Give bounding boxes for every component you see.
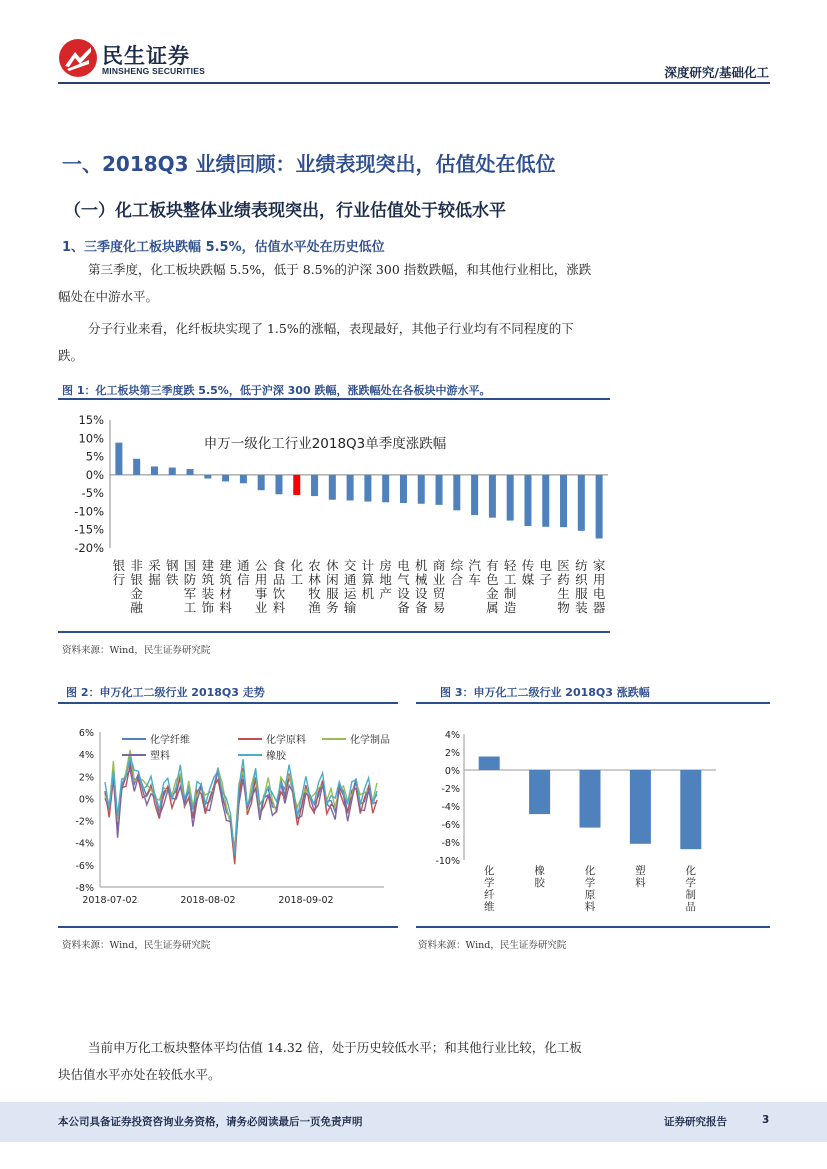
x-tick-label-char: 钢 — [165, 558, 179, 573]
y-tick-label: -2% — [441, 784, 460, 795]
x-tick-label-char: 制 — [503, 586, 517, 601]
x-tick-label-char: 用 — [592, 572, 606, 587]
x-tick-label-char: 媒 — [521, 572, 535, 587]
x-tick-label-char: 林 — [308, 572, 321, 587]
para1-line1: 第三季度，化工板块跌幅 5.5%，低于 8.5%的沪深 300 指数跌幅，和其他行业相比，涨跌 — [88, 262, 592, 277]
x-tick-label-char: 通 — [237, 558, 250, 573]
x-tick-label-char: 计 — [361, 558, 375, 573]
y-tick-label: 2% — [444, 748, 460, 759]
x-tick-label-char: 生 — [557, 586, 570, 601]
x-tick-label-char: 算 — [361, 572, 375, 587]
x-tick-label-char: 橡 — [534, 865, 545, 877]
footer-disclaimer: 本公司具备证券投资咨询业务资格，请务必阅读最后一页免责声明 — [58, 1116, 363, 1128]
x-tick-label-char: 子 — [539, 572, 553, 587]
bar-公用事业 — [258, 475, 265, 490]
x-tick-label-char: 建 — [201, 558, 215, 573]
x-tick-label-char: 商 — [432, 558, 446, 573]
legend-label: 化学纤维 — [150, 735, 190, 746]
y-tick-label: 0% — [444, 766, 460, 777]
bar-综合 — [453, 475, 460, 510]
x-tick-label-char: 化 — [290, 558, 304, 573]
fig1-top-rule — [58, 398, 610, 400]
x-tick-label-char: 食 — [272, 558, 286, 573]
bar-银行 — [115, 443, 122, 475]
x-tick-label-char: 料 — [272, 600, 286, 615]
x-tick-label-char: 产 — [379, 586, 392, 601]
bar-橡胶 — [529, 770, 550, 814]
x-tick-label-char: 传 — [521, 558, 535, 573]
x-tick-label-char: 牧 — [308, 586, 321, 601]
bar-建筑材料 — [222, 475, 229, 482]
y-tick-label: -10% — [74, 504, 104, 519]
x-tick-label-char: 事 — [254, 586, 268, 601]
y-tick-label: -6% — [75, 860, 94, 872]
x-tick-label-char: 装 — [575, 600, 588, 615]
x-tick-label-char: 工 — [290, 572, 304, 587]
y-tick-label: -15% — [74, 522, 104, 537]
x-tick-label-char: 材 — [219, 586, 232, 601]
footer-report-type: 证券研究报告 — [664, 1116, 727, 1128]
bar-家用电器 — [596, 475, 603, 539]
x-tick-label-char: 化 — [483, 865, 495, 877]
fig3-bottom-rule — [416, 926, 770, 928]
x-tick-label-char: 交 — [343, 558, 357, 573]
x-tick-label-char: 筑 — [219, 572, 232, 587]
x-tick-label-char: 工 — [503, 572, 517, 587]
x-tick-label: 2018-09-02 — [278, 895, 334, 906]
x-tick-label-char: 采 — [148, 558, 161, 573]
bar-医药生物 — [560, 475, 567, 527]
fig1-bottom-rule — [58, 631, 610, 633]
heading-2: （一）化工板块整体业绩表现突出，行业估值处于较低水平 — [64, 201, 506, 221]
x-tick-label-char: 渔 — [308, 600, 321, 615]
bar-计算机 — [364, 475, 371, 502]
bar-交通运输 — [347, 475, 354, 501]
heading-3: 1、三季度化工板块跌幅 5.5%，估值水平处在历史低位 — [62, 240, 385, 255]
x-tick-label-char: 维 — [483, 901, 495, 913]
x-tick-label-char: 信 — [237, 572, 250, 587]
sub-industry-trend-chart — [58, 712, 398, 922]
bar-机械设备 — [418, 475, 425, 504]
bar-电子 — [542, 475, 549, 527]
fig2-caption: 图 2：申万化工二级行业 2018Q3 走势 — [66, 686, 265, 699]
x-tick-label-char: 学 — [584, 877, 596, 889]
industry-return-chart — [58, 404, 610, 630]
x-tick-label-char: 料 — [635, 877, 646, 889]
fig3-top-rule — [416, 702, 770, 704]
x-tick-label-char: 设 — [414, 586, 428, 601]
y-tick-label: 2% — [78, 772, 94, 784]
x-tick-label-char: 饮 — [272, 586, 286, 601]
x-tick-label-char: 国 — [183, 558, 197, 573]
x-tick-label-char: 综 — [450, 558, 464, 573]
x-tick-label-char: 饰 — [201, 600, 215, 615]
x-tick-label-char: 械 — [414, 572, 428, 587]
legend-label: 橡胶 — [266, 751, 286, 762]
x-tick-label-char: 输 — [343, 600, 357, 615]
x-tick-label-char: 农 — [308, 558, 321, 573]
para3-line1: 当前申万化工板块整体平均估值 14.32 倍，处于历史较低水平；和其他行业比较，化工板 — [88, 1040, 582, 1055]
fig3-source: 资料来源：Wind，民生证券研究院 — [418, 940, 567, 951]
x-tick-label-char: 掘 — [148, 572, 161, 587]
bar-化工 — [293, 475, 300, 495]
x-tick-label-char: 银 — [112, 558, 126, 573]
x-tick-label-char: 金 — [486, 586, 499, 601]
y-tick-label: 4% — [78, 750, 94, 762]
y-tick-label: -4% — [75, 838, 94, 850]
y-tick-label: -20% — [74, 541, 104, 555]
y-tick-label: -10% — [435, 856, 460, 867]
x-tick-label-char: 纺 — [575, 558, 588, 573]
x-tick-label-char: 合 — [450, 572, 464, 587]
x-tick-label-char: 贸 — [432, 586, 446, 601]
x-tick-label-char: 用 — [254, 572, 268, 587]
bar-轻工制造 — [507, 475, 514, 521]
bar-钢铁 — [169, 468, 176, 475]
x-tick-label-char: 融 — [130, 600, 143, 615]
y-tick-label: 0% — [78, 794, 94, 806]
x-tick-label-char: 车 — [468, 572, 481, 587]
x-tick-label-char: 电 — [592, 586, 606, 601]
x-tick-label-char: 业 — [254, 600, 268, 615]
x-tick-label-char: 化 — [685, 865, 697, 877]
x-tick-label-char: 轻 — [503, 558, 517, 573]
x-tick-label-char: 银 — [130, 572, 143, 587]
y-tick-label: -2% — [75, 816, 94, 828]
fig1-source: 资料来源：Wind，民生证券研究院 — [62, 645, 211, 656]
logo — [58, 38, 218, 80]
header-section: 深度研究/基础化工 — [664, 65, 769, 80]
y-tick-label: 15% — [78, 413, 104, 427]
x-tick-label-char: 服 — [575, 586, 588, 601]
y-tick-label: 5% — [85, 449, 104, 464]
bar-国防军工 — [187, 469, 194, 475]
x-tick-label-char: 备 — [414, 600, 428, 615]
x-tick-label-char: 金 — [130, 586, 143, 601]
x-tick-label-char: 料 — [219, 600, 232, 615]
x-tick-label-char: 房 — [379, 558, 392, 573]
x-tick-label-char: 务 — [326, 600, 339, 615]
bar-纺织服装 — [578, 475, 585, 531]
legend-label: 化学原料 — [266, 735, 306, 746]
x-tick-label-char: 业 — [432, 572, 446, 587]
x-tick-label-char: 机 — [361, 586, 375, 601]
x-tick-label-char: 学 — [483, 877, 495, 889]
y-tick-label: -5% — [81, 486, 104, 501]
x-tick-label-char: 学 — [685, 877, 697, 889]
bar-采掘 — [151, 466, 158, 474]
y-tick-label: 0% — [85, 467, 104, 482]
y-tick-label: -8% — [441, 838, 460, 849]
x-tick-label-char: 备 — [397, 600, 410, 615]
para2-line2: 跌。 — [58, 348, 84, 363]
y-tick-label: 10% — [78, 431, 104, 446]
x-tick-label-char: 品 — [272, 572, 286, 587]
x-tick-label-char: 装 — [201, 586, 215, 601]
x-tick-label-char: 原 — [584, 889, 596, 901]
page-number: 3 — [762, 1114, 770, 1126]
x-tick-label-char: 筑 — [201, 572, 215, 587]
fig2-source: 资料来源：Wind，民生证券研究院 — [62, 940, 211, 951]
x-tick-label-char: 织 — [575, 572, 588, 587]
bar-化学纤维 — [479, 757, 500, 771]
chart-title: 申万一级化工行业2018Q3单季度涨跌幅 — [203, 436, 447, 452]
para2-line1: 分子行业来看，化纤板块实现了 1.5%的涨幅，表现最好，其他子行业均有不同程度的下 — [88, 321, 574, 336]
x-tick-label-char: 塑 — [635, 865, 646, 877]
x-tick-label-char: 军 — [183, 586, 197, 601]
x-tick-label-char: 汽 — [468, 558, 481, 573]
minsheng-logo-icon — [58, 38, 98, 78]
x-tick-label-char: 防 — [183, 572, 197, 587]
x-tick-label-char: 料 — [584, 901, 596, 913]
x-tick-label: 2018-08-02 — [180, 895, 236, 906]
x-tick-label-char: 建 — [219, 558, 232, 573]
bar-塑料 — [630, 770, 651, 844]
y-tick-label: -8% — [75, 883, 94, 894]
bar-汽车 — [471, 475, 478, 515]
fig2-bottom-rule — [58, 926, 398, 928]
x-tick-label-char: 闲 — [326, 572, 339, 587]
x-tick-label-char: 家 — [592, 558, 606, 573]
legend-label: 化学制品 — [350, 735, 390, 746]
y-tick-label: 4% — [444, 730, 460, 741]
x-tick-label-char: 易 — [432, 600, 446, 615]
x-tick-label-char: 品 — [685, 901, 697, 913]
x-tick-label-char: 纤 — [483, 889, 495, 901]
x-tick-label-char: 通 — [343, 572, 357, 587]
bar-商业贸易 — [436, 475, 443, 505]
x-tick-label: 2018-07-02 — [82, 895, 138, 906]
x-tick-label-char: 服 — [326, 586, 339, 601]
bar-通信 — [240, 475, 247, 483]
fig1-caption: 图 1：化工板块第三季度跌 5.5%，低于沪深 300 跌幅，涨跌幅处在各板块中游水平。 — [62, 384, 491, 397]
y-tick-label: -4% — [441, 802, 460, 813]
x-tick-label-char: 机 — [414, 558, 428, 573]
x-tick-label-char: 公 — [254, 558, 268, 573]
bar-传媒 — [524, 475, 531, 526]
heading-1: 一、2018Q3 业绩回顾：业绩表现突出，估值处在低位 — [62, 152, 556, 176]
legend-label: 塑料 — [150, 751, 170, 762]
bar-休闲服务 — [329, 475, 336, 500]
bar-化学原料 — [580, 770, 601, 828]
x-tick-label-char: 色 — [486, 572, 499, 587]
footer-bar — [0, 1102, 827, 1142]
x-tick-label-char: 造 — [503, 600, 517, 615]
x-tick-label-char: 器 — [592, 600, 606, 615]
logo-en: MINSHENG SECURITIES — [102, 66, 205, 76]
x-tick-label-char: 行 — [112, 572, 126, 587]
x-tick-label-char: 休 — [326, 558, 339, 573]
bar-化学制品 — [680, 770, 701, 849]
x-tick-label-char: 物 — [557, 600, 570, 615]
x-tick-label-char: 胶 — [534, 877, 545, 889]
x-tick-label-char: 设 — [397, 586, 410, 601]
para1-line2: 幅处在中游水平。 — [58, 289, 159, 304]
bar-非银金融 — [133, 459, 140, 475]
bar-建筑装饰 — [204, 475, 211, 479]
x-tick-label-char: 有 — [486, 558, 499, 573]
y-tick-label: 6% — [78, 728, 94, 739]
fig3-caption: 图 3：申万化工二级行业 2018Q3 涨跌幅 — [440, 686, 650, 699]
x-tick-label-char: 铁 — [165, 572, 179, 587]
logo-cn: 民生证券 — [102, 44, 190, 68]
para3-line2: 块估值水平亦处在较低水平。 — [58, 1067, 221, 1082]
bar-农林牧渔 — [311, 475, 318, 496]
x-tick-label-char: 电 — [539, 558, 553, 573]
x-tick-label-char: 医 — [557, 558, 570, 573]
x-tick-label-char: 工 — [183, 600, 197, 615]
bar-有色金属 — [489, 475, 496, 518]
x-tick-label-char: 属 — [486, 600, 499, 615]
x-tick-label-char: 药 — [557, 572, 570, 587]
x-tick-label-char: 电 — [397, 558, 410, 573]
x-tick-label-char: 制 — [685, 889, 697, 901]
bar-食品饮料 — [275, 475, 282, 494]
sub-industry-return-chart — [416, 712, 770, 922]
bar-房地产 — [382, 475, 389, 502]
fig2-top-rule — [58, 702, 398, 704]
x-tick-label-char: 非 — [130, 558, 143, 573]
header-divider — [58, 82, 770, 84]
x-tick-label-char: 气 — [397, 572, 410, 587]
x-tick-label-char: 化 — [584, 865, 596, 877]
bar-电气设备 — [400, 475, 407, 503]
x-tick-label-char: 地 — [379, 572, 392, 587]
y-tick-label: -6% — [441, 820, 460, 831]
x-tick-label-char: 运 — [343, 586, 357, 601]
